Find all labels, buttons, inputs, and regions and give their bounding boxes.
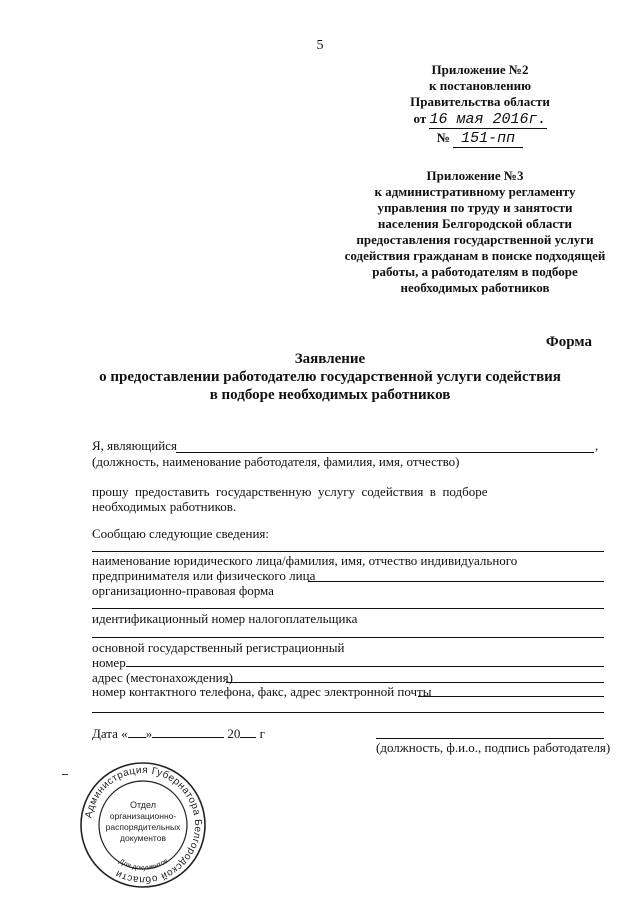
- ogrn-field-line[interactable]: [92, 637, 604, 638]
- date-row: [92, 726, 265, 742]
- appendix2-date: [380, 111, 580, 129]
- appendix3-block: [330, 168, 620, 296]
- legal-name-label-line2: предпринимателя или физического лица: [92, 568, 316, 583]
- page-number: 5: [316, 38, 324, 53]
- org-form-label: организационно-правовая форма: [92, 583, 274, 598]
- number-prefix: №: [436, 130, 450, 145]
- date-value: 16 мая 2016г.: [429, 111, 547, 128]
- request-line2: необходимых работников.: [92, 499, 237, 514]
- form-label: Форма: [545, 334, 592, 350]
- appendix2-title: Приложение №2: [431, 62, 529, 77]
- appendix3-line: управления по труду и занятости: [377, 200, 573, 215]
- heading-title: Заявление: [294, 351, 366, 367]
- margin-mark: [62, 774, 68, 775]
- applicant-label: Я, являющийся: [92, 438, 177, 453]
- date-month-blank[interactable]: [152, 737, 224, 738]
- stamp-ring-text: Администрация Губернатора Белгородской области: [83, 764, 204, 886]
- applicant-hint: (должность, наименование работодателя, фамилия, имя, отчество): [92, 454, 460, 469]
- date-day-blank[interactable]: [128, 737, 146, 738]
- date-close: »: [145, 726, 153, 741]
- request-text: [92, 484, 592, 514]
- stamp-center-line: распорядительных: [105, 822, 181, 832]
- stamp-center-line: организационно-: [109, 811, 177, 821]
- appendix3-line: к административному регламенту: [374, 184, 576, 199]
- appendix3-line: содействия гражданам в поиске подходящей: [344, 248, 606, 263]
- stamp-bottom-text: Для документов: [117, 857, 170, 872]
- signature-line[interactable]: [376, 738, 604, 739]
- date-year-suffix: г: [259, 726, 266, 741]
- date-open: Дата «: [92, 726, 128, 741]
- ogrn-label-line2: номер: [92, 655, 126, 670]
- address-label: адрес (местонахождения): [92, 670, 233, 685]
- inn-field-line[interactable]: [92, 608, 604, 609]
- appendix3-line: населения Белгородской области: [377, 216, 573, 231]
- legal-name-field-line[interactable]: [92, 551, 604, 552]
- heading-line2: в подборе необходимых работников: [209, 387, 451, 403]
- number-value: 151-пп: [453, 131, 523, 148]
- appendix3-line: работы, а работодателям в подборе: [372, 264, 578, 279]
- ogrn-label-line1: основной государственный регистрационный: [92, 640, 345, 655]
- date-prefix: от: [413, 111, 427, 126]
- appendix3-line: необходимых работников: [400, 280, 550, 295]
- stamp-center-line: Отдел: [129, 800, 157, 810]
- contacts-extra-line[interactable]: [92, 712, 604, 713]
- document-heading: [60, 350, 600, 404]
- date-year-prefix: 20: [227, 726, 241, 741]
- official-stamp: [78, 760, 208, 890]
- address-field-line[interactable]: [226, 682, 604, 683]
- stamp-graphic: [78, 760, 208, 890]
- appendix3-title: Приложение №3: [426, 168, 524, 183]
- appendix2-block: [380, 62, 580, 148]
- ogrn-number-line[interactable]: [126, 666, 604, 667]
- stamp-center-line: документов: [120, 833, 166, 843]
- contacts-field-line[interactable]: [418, 696, 604, 697]
- date-year-blank[interactable]: [240, 737, 256, 738]
- signature-hint: (должность, ф.и.о., подпись работодателя): [376, 740, 611, 755]
- appendix3-line: предоставления государственной услуги: [356, 232, 594, 247]
- appendix2-number: [380, 130, 580, 148]
- contacts-label: номер контактного телефона, факс, адрес электронной почты: [92, 684, 432, 699]
- info-intro: Сообщаю следующие сведения:: [92, 526, 270, 541]
- inn-label: идентификационный номер налогоплательщика: [92, 611, 358, 626]
- applicant-trailing-comma: ,: [595, 438, 599, 453]
- request-line1: прошу предоставить государственную услугу содействия в подборе: [92, 484, 488, 499]
- legal-name-continuation-line[interactable]: [308, 581, 604, 582]
- appendix2-line1: к постановлению: [428, 78, 532, 93]
- legal-name-label-line1: наименование юридического лица/фамилия, имя, отчество индивидуального: [92, 553, 518, 568]
- heading-line1: о предоставлении работодателю государственной услуги содействия: [99, 369, 561, 385]
- appendix2-line2: Правительства области: [410, 94, 550, 109]
- applicant-field-line[interactable]: [176, 452, 594, 453]
